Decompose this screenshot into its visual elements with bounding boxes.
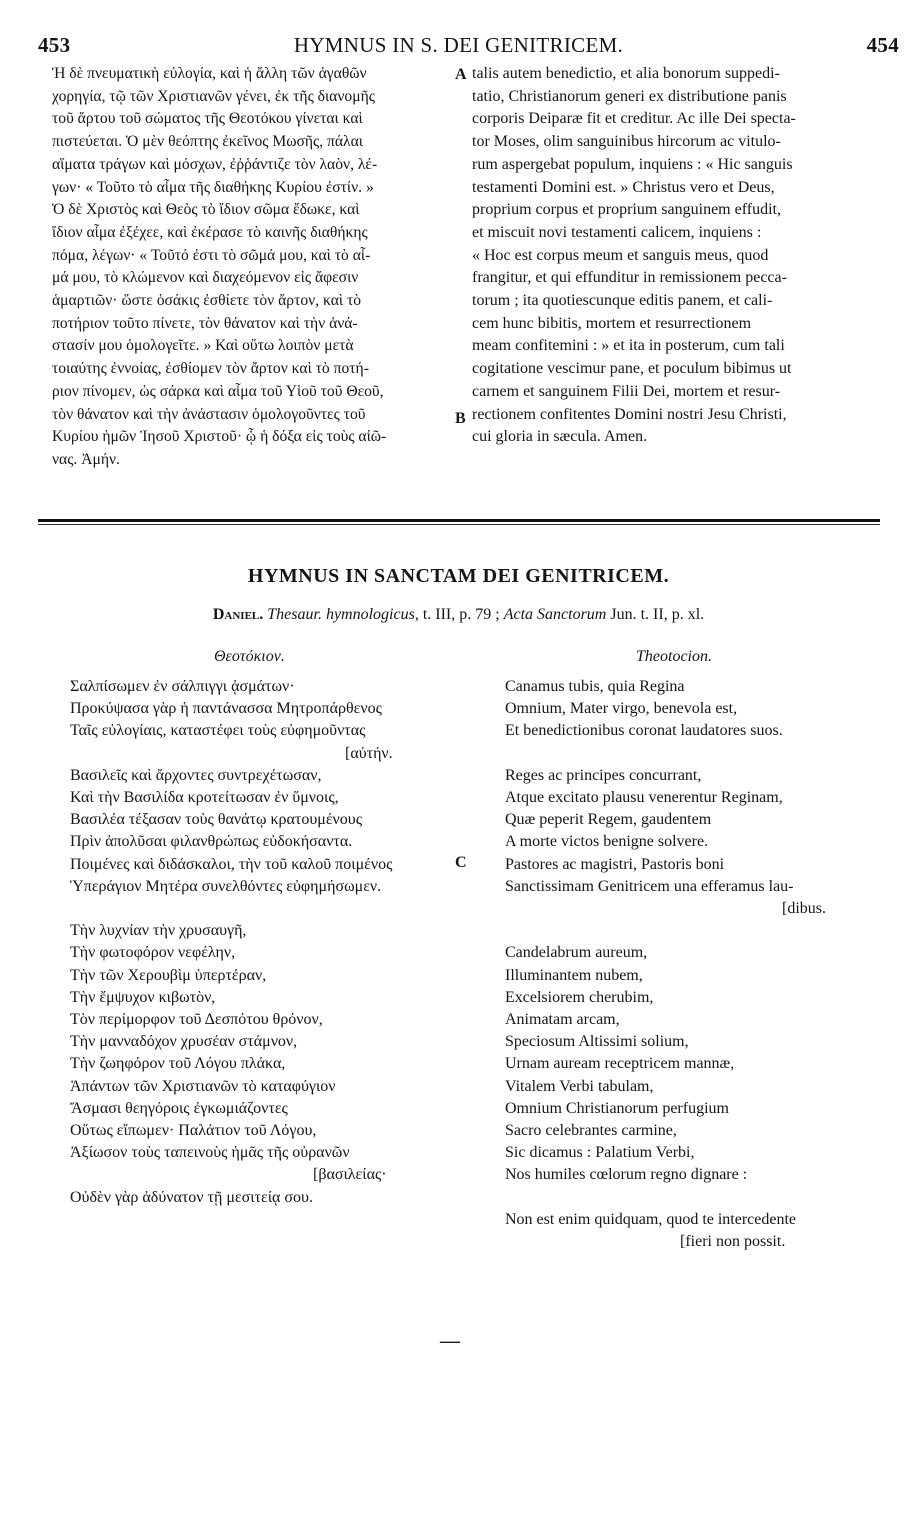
stanza-gap [70,898,393,920]
source-volume: , t. III, p. 79 ; [414,606,504,623]
greek-verse-continuation: [αὐτήν. [345,744,393,762]
source-work-2: Acta Sanctorum [503,606,607,623]
source-volume-2: Jun. t. II, p. xl. [606,606,705,623]
latin-prose-column [472,63,882,449]
greek-prose-line: πιστεύεται. Ὁ μὲν θεόπτης ἐκεῖνος Μωσῆς, πάλαι [52,133,363,151]
greek-verse-line: Τὸν περίμορφον τοῦ Δεσπότου θρόνον, [70,1011,323,1029]
greek-prose-line: Ὁ δὲ Χριστὸς καὶ Θεὸς τὸ ἴδιον σῶμα ἔδωκε, καὶ [52,201,360,219]
latin-prose-line: tor Moses, olim sanguinibus hircorum ac vitulo- [472,133,781,151]
latin-prose-line: talis autem benedictio, et alia bonorum suppedi- [472,65,780,82]
greek-prose-line: γων· « Τοῦτο τὸ αἷμα τῆς διαθήκης Κυρίου ἐστίν. » [52,178,374,196]
margin-marker-a: A [455,66,467,83]
greek-verse-line: Οὕτως εἴπωμεν· Παλάτιον τοῦ Λόγου, [70,1122,317,1140]
hymn-title: HYMNUS IN SANCTAM DEI GENITRICEM. [247,565,670,587]
latin-verse-line: Et benedictionibus coronat laudatores suos. [505,722,783,740]
greek-verse-line: Ἄσμασι θεηγόροις ἐγκωμιάζοντες [70,1099,288,1117]
end-ornament: — [440,1330,460,1352]
greek-prose-line: πόμα, λέγων· « Τοῦτό ἐστι τὸ σῶμά μου, καὶ τὸ αἷ- [52,246,371,264]
latin-verse-line: Sic dicamus : Palatium Verbi, [505,1144,695,1162]
latin-prose-line: frangitur, et qui effunditur in remissionem pecca- [472,269,787,287]
greek-verse-continuation: [βασιλείας· [313,1166,387,1184]
latin-prose-line: cogitatione vescimur pane, et poculum bibimus ut [472,360,792,378]
latin-verse-line: Sanctissimam Genitricem una efferamus lau- [505,877,794,895]
greek-verse-line: Βασιλέα τέξασαν τοὺς θανάτῳ κρατουμένους [70,811,363,829]
margin-marker-b: B [455,410,466,427]
latin-hymn-heading: Theotocion. [636,648,712,665]
latin-verse-line: Quæ peperit Regem, gaudentem [505,811,712,829]
stanza-gap [505,920,826,942]
greek-prose-line: τοιαύτης ἐννοίας, ἐσθίομεν τὸν ἄρτον καὶ τὸ ποτή- [52,360,369,378]
latin-verse-line: Speciosum Altissimi solium, [505,1033,689,1051]
latin-prose-line: rum aspergebat populum, inquiens : « Hic sanguis [472,155,793,173]
running-header-title: HYMNUS IN S. DEI GENITRICEM. [293,33,624,57]
page-number-left: 453 [38,33,71,57]
latin-verse-line: Nos humiles cœlorum regno dignare : [505,1166,748,1184]
greek-verse-line: Βασιλεῖς καὶ ἄρχοντες συντρεχέτωσαν, [70,766,322,784]
greek-prose-column [52,63,452,472]
greek-verse-line: Ποιμένες καὶ διδάσκαλοι, τὴν τοῦ καλοῦ ποιμένος [70,855,393,873]
latin-verse-line: Sacro celebrantes carmine, [505,1122,677,1140]
latin-verse-line: Pastores ac magistri, Pastoris boni [505,855,725,873]
latin-prose-line: meam confitemini : » et ita in posterum, cum tali [472,337,785,355]
greek-verse-line: Τὴν μανναδόχον χρυσέαν στάμνον, [70,1033,298,1051]
source-citation [0,606,917,624]
greek-prose-line: ποτήριον τοῦτο πίνετε, τὸν θάνατον καὶ τὴν ἀνά- [52,314,358,332]
latin-verse-line: Urnam auream receptricem mannæ, [505,1055,735,1073]
latin-verse-line: Omnium Christianorum perfugium [505,1099,729,1117]
latin-verse-line: Canamus tubis, quia Regina [505,678,685,695]
latin-prose-line: rectionem confitentes Domini nostri Jesu Christi, [472,405,787,423]
latin-verse-line: Excelsiorem cherubim, [505,988,654,1006]
greek-prose-line: στασίν μου ὁμολογεῖτε. » Καὶ οὕτω λοιπὸν μετὰ [52,337,354,355]
greek-verse-line: Τὴν λυχνίαν τὴν χρυσαυγῆ, [70,922,247,940]
latin-prose-line: cem hunc bibitis, mortem et resurrectionem [472,314,752,332]
greek-verse-line: Ἁπάντων τῶν Χριστιανῶν τὸ καταφύγιον [70,1077,336,1095]
greek-verse-line: Ὑπεράγιον Μητέρα συνελθόντες εὐφημήσωμεν. [70,877,382,895]
greek-prose-line: ἁμαρτιῶν· ὥστε ὁσάκις ἐσθίετε τὸν ἄρτον, καὶ τὸ [52,292,362,310]
greek-verse-line: Ταῖς εὐλογίαις, καταστέφει τοὺς εὐφημοῦντας [70,722,366,740]
stanza-gap [505,1187,826,1209]
greek-verse-line: Ἀξίωσον τοὺς ταπεινοὺς ἡμᾶς τῆς οὐρανῶν [70,1144,350,1162]
greek-verse-line: Πρὶν ἀπολῦσαι φιλανθρώπως εὐδοκήσαντα. [70,833,353,851]
greek-prose-line: νας. Ἀμήν. [52,450,120,468]
section-divider-rule-thin [38,524,880,525]
latin-verse-line: Atque excitato plausu venerentur Reginam, [505,789,783,806]
latin-verse-line: Omnium, Mater virgo, benevola est, [505,700,738,718]
greek-verse-line: Οὐδὲν γὰρ ἀδύνατον τῇ μεσιτείᾳ σου. [70,1188,313,1206]
page-number-right: 454 [866,33,899,57]
latin-verse-continuation: [fieri non possit. [680,1233,786,1251]
greek-prose-line: Κυρίου ἡμῶν Ἰησοῦ Χριστοῦ· ᾧ ἡ δόξα εἰς τοὺς αἰῶ- [52,428,387,446]
greek-verse-line: Τὴν ζωηφόρον τοῦ Λόγου πλάκα, [70,1055,286,1073]
latin-prose-line: « Hoc est corpus meum et sanguis meus, quod [472,246,769,264]
latin-prose-line: et miscuit novi testamenti calicem, inquiens : [472,223,762,241]
greek-verse-line: Τὴν φωτοφόρον νεφέλην, [70,944,236,962]
latin-verse-continuation: [dibus. [782,900,826,918]
source-work: Thesaur. hymnologicus [267,606,415,623]
latin-verse-line: Vitalem Verbi tabulam, [505,1077,654,1095]
latin-prose-line: tatio, Christianorum generi ex distributione panis [472,87,787,105]
latin-prose-line: corporis Deiparæ fit et creditur. Ac ille Dei specta- [472,110,796,128]
source-author: Daniel. [212,606,264,623]
latin-verse-line: Animatam arcam, [505,1011,620,1029]
greek-prose-line: τὸν θάνατον καὶ τὴν ἀνάστασιν ὁμολογοῦντες τοῦ [52,405,366,423]
latin-verse-line: A morte victos benigne solvere. [505,833,709,851]
stanza-gap [505,743,826,765]
section-divider-rule [38,519,880,522]
margin-marker-c: C [455,854,467,871]
latin-verse-line: Non est enim quidquam, quod te intercedente [505,1210,797,1228]
latin-prose-line: proprium corpus et proprium sanguinem effudit, [472,201,781,219]
greek-verse-line: Σαλπίσωμεν ἐν σάλπιγγι ᾀσμάτων· [70,678,295,695]
greek-prose-line: ἴδιον αἷμα ἐξέχεε, καὶ ἐκέρασε τὸ καινῆς διαθήκης [52,223,368,241]
greek-prose-line: ριον πίνομεν, ὡς σάρκα καὶ αἷμα τοῦ Υἱοῦ τοῦ Θεοῦ, [52,382,384,400]
greek-verse-line: Προκύψασα γὰρ ἡ παντάνασσα Μητροπάρθενος [70,700,382,718]
greek-prose-line: μά μου, τὸ κλώμενον καὶ διαχεόμενον εἰς ἄφεσιν [52,269,359,287]
greek-verse-column [70,676,393,1209]
latin-prose-line: carnem et sanguinem Filii Dei, mortem et resur- [472,382,781,400]
latin-verse-line: Illuminantem nubem, [505,966,643,984]
latin-verse-line: Reges ac principes concurrant, [505,766,702,784]
latin-verse-line: Candelabrum aureum, [505,944,648,962]
greek-verse-line: Τὴν ἔμψυχον κιβωτὸν, [70,988,216,1006]
greek-prose-line: τοῦ ἄρτου τοῦ σώματος τῆς Θεοτόκου γίνεται καὶ [52,110,363,128]
greek-prose-line: αἵματα τράγων καὶ μόσχων, ἐῤῥάντιζε τὸν λαὸν, λέ- [52,155,378,173]
greek-hymn-heading: Θεοτόκιον. [214,648,285,665]
greek-verse-line: Καὶ τὴν Βασιλίδα κροτείτωσαν ἐν ὕμνοις, [70,789,339,807]
latin-verse-column [505,676,826,1253]
latin-prose-line: torum ; ita quotiescunque editis panem, et cali- [472,292,773,310]
greek-verse-line: Τὴν τῶν Χερουβὶμ ὑπερτέραν, [70,966,267,984]
greek-prose-line: χορηγία, τῷ τῶν Χριστιανῶν γένει, ἐκ τῆς διανομῆς [52,87,375,105]
latin-prose-line: testamenti Domini est. » Christus vero et Deus, [472,178,775,196]
latin-prose-line: cui gloria in sæcula. Amen. [472,428,648,446]
greek-prose-line: Ἡ δὲ πνευματικὴ εὐλογία, καὶ ἡ ἄλλη τῶν ἀγαθῶν [52,65,367,82]
